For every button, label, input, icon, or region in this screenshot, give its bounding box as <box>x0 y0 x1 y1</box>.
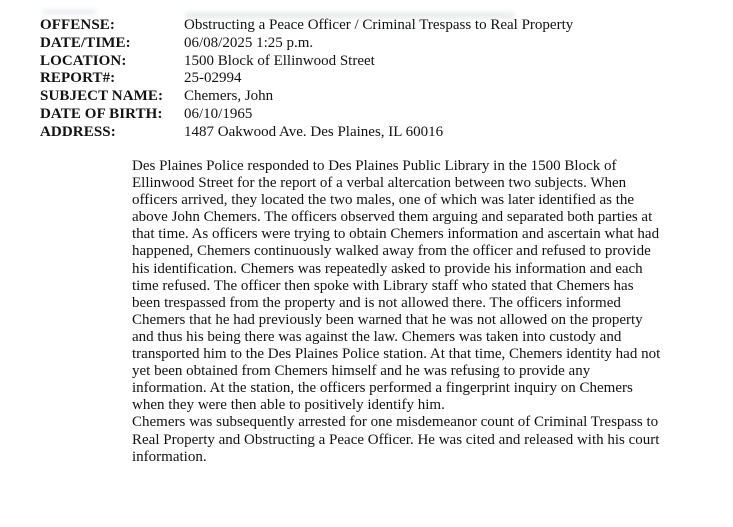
narrative-line: happened, Chemers continuously walked away from the officer and refused to provide <box>132 243 651 260</box>
report-number-value: 25-02994 <box>184 70 242 87</box>
date-of-birth-value: 06/10/1965 <box>184 105 253 122</box>
subject-name-value: Chemers, John <box>184 88 274 105</box>
narrative-line: Des Plaines Police responded to Des Plaines Public Library in the 1500 Block of <box>132 158 617 174</box>
narrative-line: that time. As officers were trying to obtain Chemers information and ascertain what had <box>132 226 660 243</box>
date-of-birth-label: DATE OF BIRTH: <box>40 105 163 122</box>
field-row-datetime <box>40 35 573 53</box>
narrative-text <box>132 158 733 466</box>
narrative-line: information. At the station, the officers performed a fingerprint inquiry on Chemers <box>132 380 633 397</box>
field-row-offense <box>40 17 573 35</box>
report-header-fields <box>40 17 573 142</box>
narrative-paragraph-2 <box>132 414 733 465</box>
address-value: 1487 Oakwood Ave. Des Plaines, IL 60016 <box>184 123 444 140</box>
narrative-line: yet been obtained from Chemers himself and he was refusing to provide any <box>132 363 591 380</box>
narrative-line: time refused. The officer then spoke with Library staff who stated that Chemers has <box>132 277 634 294</box>
offense-value: Obstructing a Peace Officer / Criminal Trespass to Real Property <box>184 17 574 33</box>
subject-name-label: SUBJECT NAME: <box>40 88 164 105</box>
narrative-line: Chemers was subsequently arrested for one misdemeanor count of Criminal Trespass to <box>132 414 659 431</box>
scan-artifact <box>42 9 97 15</box>
address-label: ADDRESS: <box>40 123 116 140</box>
narrative-line: his identification. Chemers was repeatedly asked to provide his information and each <box>132 260 643 277</box>
narrative-line: Ellinwood Street for the report of a verbal altercation between two subjects. When <box>132 175 627 192</box>
narrative-line: transported him to the Des Plaines Police station. At that time, Chemers identity had not <box>132 346 661 363</box>
narrative-line: information. <box>132 448 207 465</box>
narrative-line: when they were then able to positively identify him. <box>132 397 445 414</box>
datetime-label: DATE/TIME: <box>40 34 131 51</box>
narrative-line: Real Property and Obstructing a Peace Officer. He was cited and released with his court <box>132 431 660 448</box>
narrative-line: officers arrived, they located the two males, one of which was later identified as the <box>132 192 635 209</box>
field-row-date-of-birth <box>40 106 573 124</box>
report-number-label: REPORT#: <box>40 70 116 87</box>
field-row-location <box>40 53 573 71</box>
narrative-line: above John Chemers. The officers observed them arguing and separated both parties at <box>132 209 653 226</box>
location-value: 1500 Block of Ellinwood Street <box>184 52 375 69</box>
field-row-subject-name <box>40 88 573 106</box>
narrative-line: and thus his being there was against the law. Chemers was taken into custody and <box>132 328 622 345</box>
narrative-paragraph-1 <box>132 158 733 414</box>
offense-label: OFFENSE: <box>40 17 115 33</box>
narrative-line: Chemers that he had previously been warned that he was not allowed on the property <box>132 311 643 328</box>
field-row-address <box>40 124 573 142</box>
location-label: LOCATION: <box>40 52 127 69</box>
datetime-value: 06/08/2025 1:25 p.m. <box>184 34 314 51</box>
field-row-report-number <box>40 70 573 88</box>
narrative-line: been trespassed from the property and is not allowed there. The officers informed <box>132 294 621 311</box>
